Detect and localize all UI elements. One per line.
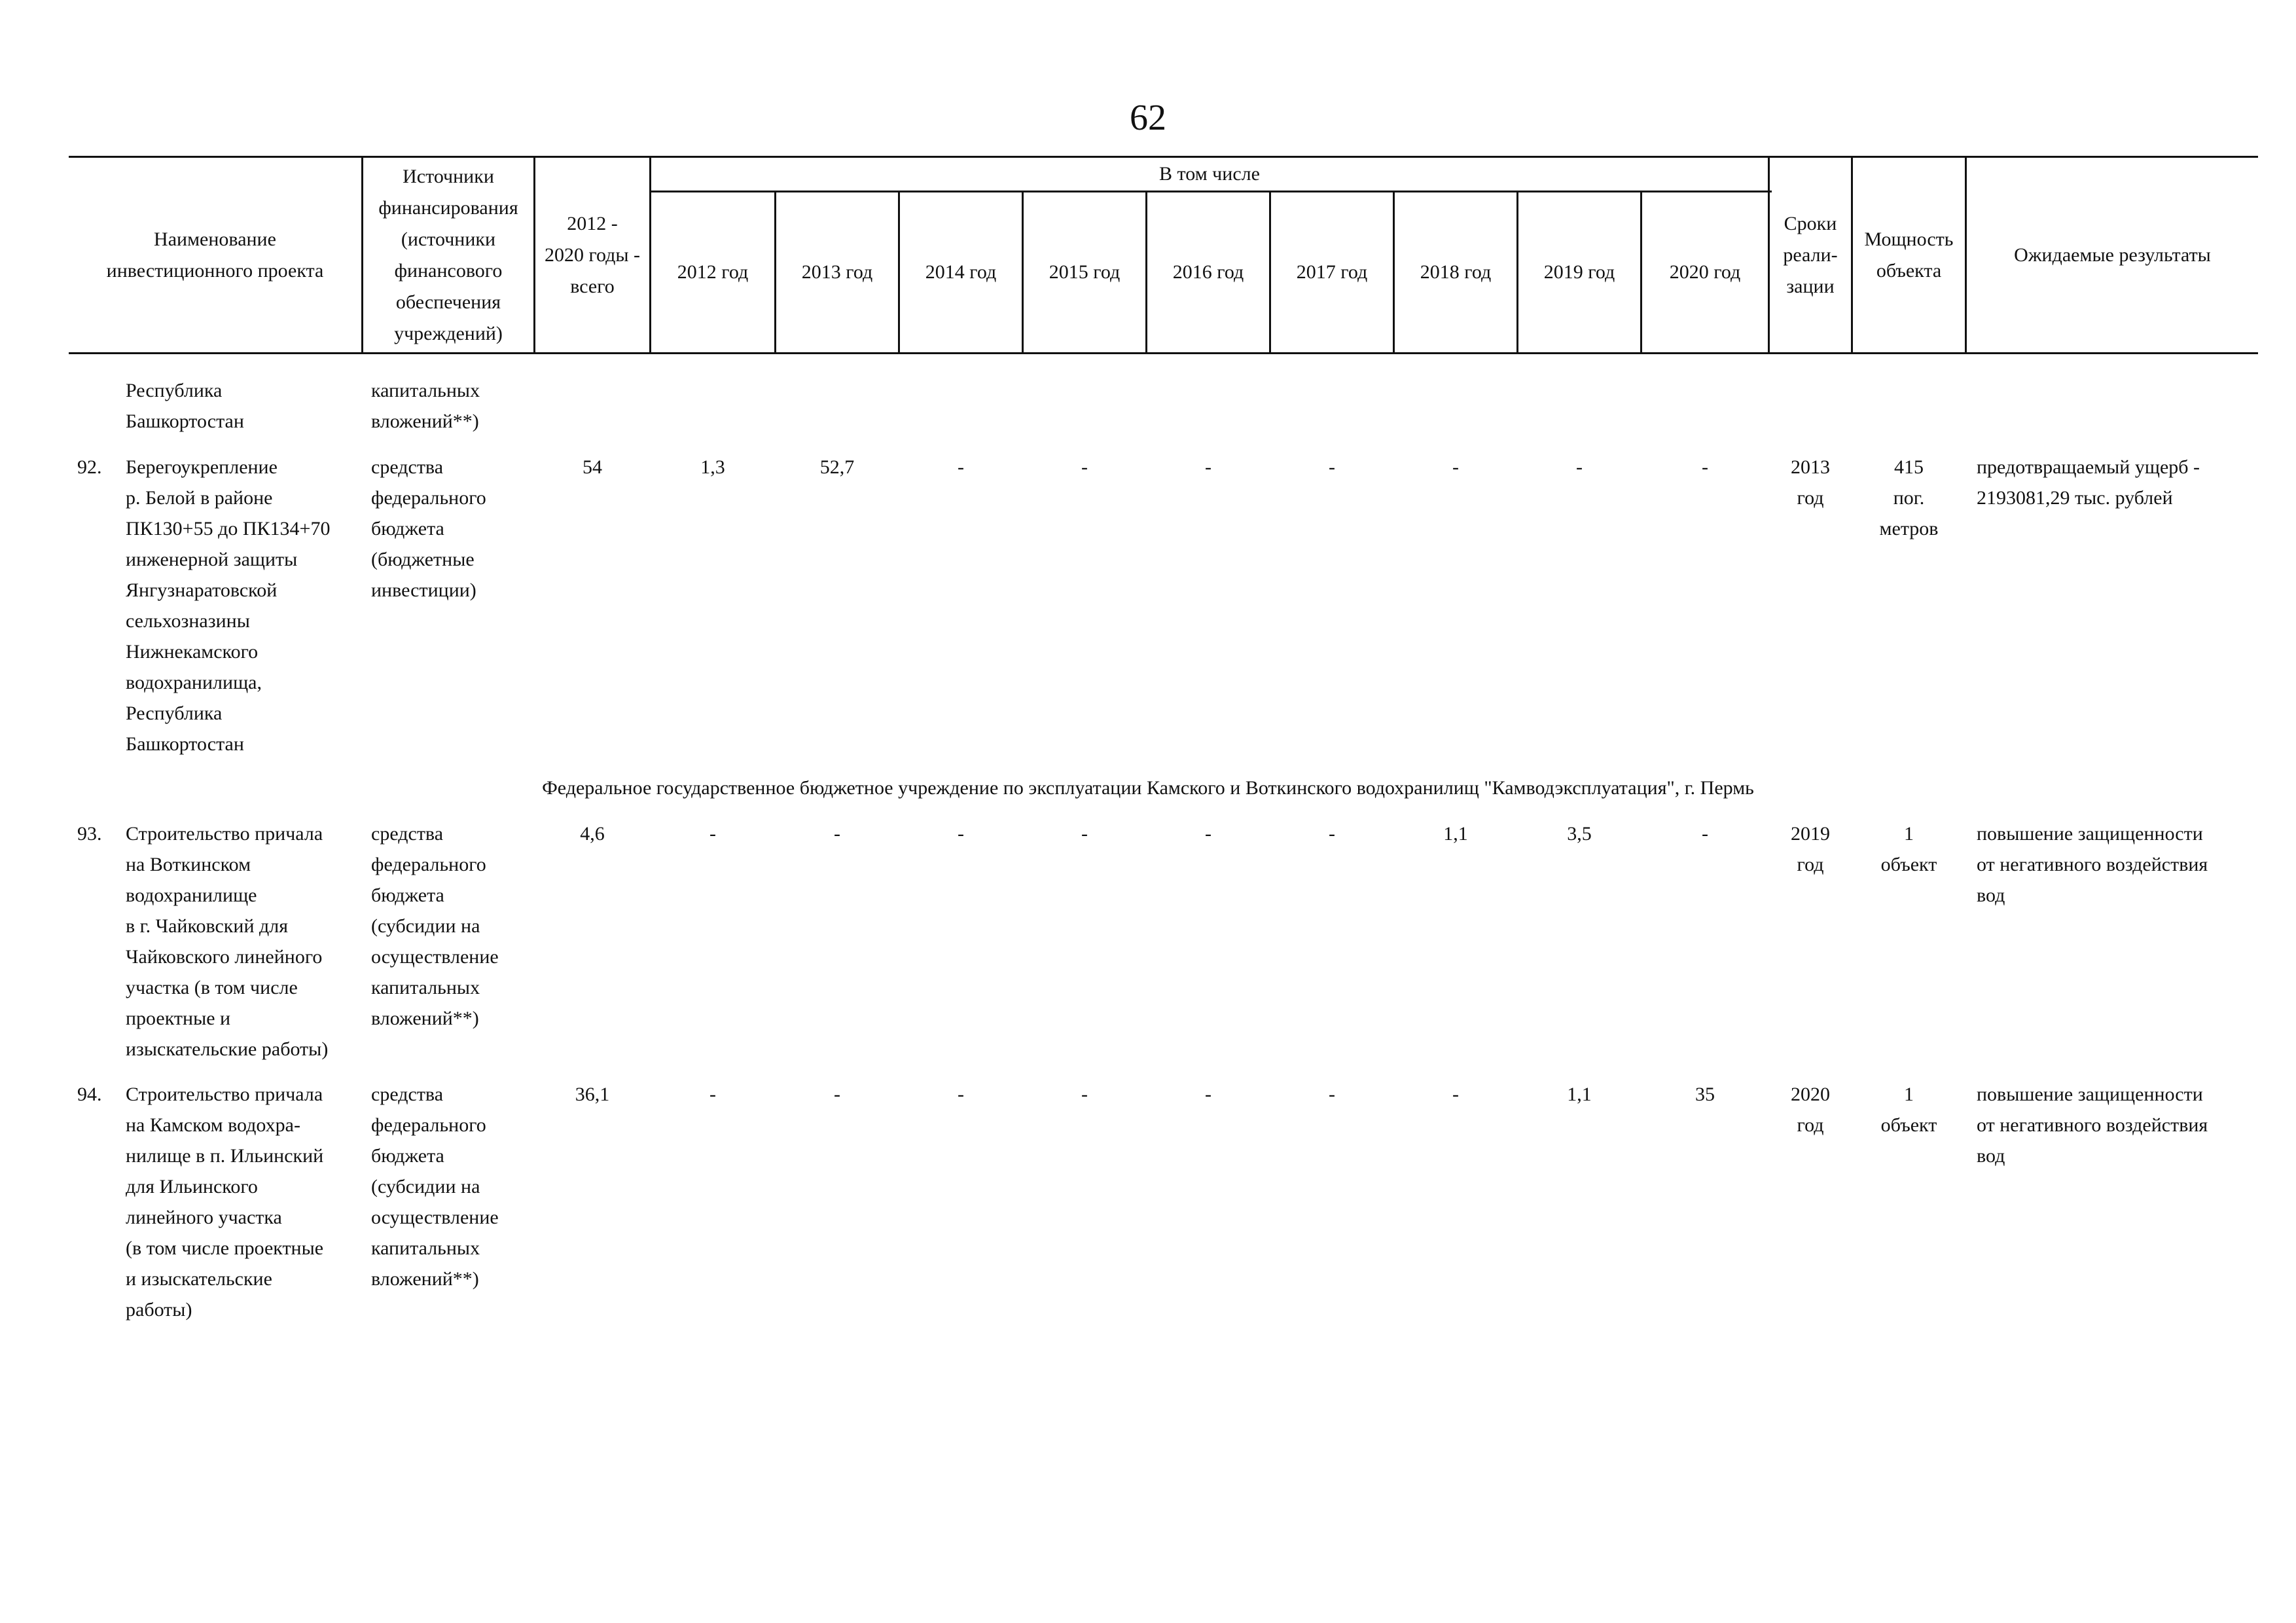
funding-source: средства федерального бюджета (бюджетные инвестиции) bbox=[371, 456, 486, 601]
header-year-2013: 2013 год bbox=[801, 261, 873, 283]
header-year-2012: 2012 год bbox=[677, 261, 749, 283]
funding-source: средства федерального бюджета (субсидии на осуществление капитальных вложений**) bbox=[371, 823, 499, 1029]
year-value: - bbox=[958, 1084, 964, 1105]
object-capacity: 1 объект bbox=[1880, 1084, 1937, 1136]
header-year-2016: 2016 год bbox=[1172, 261, 1244, 283]
table-header-bottom-border bbox=[69, 352, 2258, 354]
year-value: - bbox=[1329, 823, 1335, 845]
year-value: - bbox=[1205, 1084, 1211, 1105]
year-value: - bbox=[1576, 456, 1583, 478]
row-number: 92. bbox=[77, 456, 102, 478]
year-value: 3,5 bbox=[1567, 823, 1592, 845]
header-funding-sources: Источники финансирования (источники финансового обеспечения учреждений) bbox=[378, 166, 518, 344]
year-value: 52,7 bbox=[819, 456, 855, 478]
section-title: Федеральное государственное бюджетное учреждение по эксплуатации Камского и Воткинского водохранилищ "Камводэксплуатация", г. Пермь bbox=[542, 777, 1754, 799]
year-value: - bbox=[709, 823, 716, 845]
year-value: - bbox=[958, 823, 964, 845]
header-including: В том числе bbox=[1159, 163, 1260, 185]
header-year-2020: 2020 год bbox=[1669, 261, 1741, 283]
year-value: 1,1 bbox=[1567, 1084, 1592, 1105]
year-value: - bbox=[1081, 1084, 1088, 1105]
expected-result: повышение защищенности от негативного воздействия вод bbox=[1977, 823, 2208, 906]
object-capacity: 415 пог. метров bbox=[1879, 456, 1939, 539]
project-name: Берегоукрепление р. Белой в районе ПК130+55 до ПК134+70 инженерной защиты Янгузнаратовской сельхозназины Нижнекамского водохранилища, Республика Башкортостан bbox=[126, 456, 331, 755]
implementation-term: 2020 год bbox=[1791, 1084, 1830, 1136]
header-year-2014: 2014 год bbox=[925, 261, 997, 283]
year-value: - bbox=[1081, 823, 1088, 845]
row-number: 94. bbox=[77, 1084, 102, 1105]
year-value: - bbox=[1329, 456, 1335, 478]
year-value: - bbox=[1205, 823, 1211, 845]
expected-result: повышение защищенности от негативного воздействия вод bbox=[1977, 1084, 2208, 1167]
total-value: 54 bbox=[583, 456, 602, 478]
total-value: 36,1 bbox=[575, 1084, 610, 1105]
year-value: - bbox=[1702, 823, 1708, 845]
header-year-2018: 2018 год bbox=[1420, 261, 1492, 283]
header-year-2017: 2017 год bbox=[1296, 261, 1368, 283]
header-year-2015: 2015 год bbox=[1049, 261, 1121, 283]
year-value: - bbox=[1329, 1084, 1335, 1105]
object-capacity: 1 объект bbox=[1880, 823, 1937, 875]
year-value: - bbox=[1452, 456, 1459, 478]
project-name: Строительство причала на Камском водохра- нилище в п. Ильинский для Ильинского линейного участка (в том числе проектные и изыскательские работы) bbox=[126, 1084, 324, 1321]
header-expected-results: Ожидаемые результаты bbox=[2014, 244, 2211, 266]
funding-source: средства федерального бюджета (субсидии на осуществление капитальных вложений**) bbox=[371, 1084, 499, 1290]
project-name: Строительство причала на Воткинском водохранилище в г. Чайковский для Чайковского линейного участка (в том числе проектные и изыскательские работы) bbox=[126, 823, 329, 1060]
header-project-name: Наименование инвестиционного проекта bbox=[106, 228, 324, 282]
year-value: - bbox=[958, 456, 964, 478]
header-year-2019: 2019 год bbox=[1543, 261, 1615, 283]
year-value: 1,3 bbox=[700, 456, 725, 478]
total-value: 4,6 bbox=[580, 823, 605, 845]
header-terms: Сроки реали- зации bbox=[1783, 213, 1838, 297]
year-value: - bbox=[1081, 456, 1088, 478]
row-number: 93. bbox=[77, 823, 102, 845]
year-value: - bbox=[1452, 1084, 1459, 1105]
year-value: - bbox=[1205, 456, 1211, 478]
continuation-project-name: Республика Башкортостан bbox=[126, 380, 244, 432]
year-value: - bbox=[834, 823, 840, 845]
implementation-term: 2013 год bbox=[1791, 456, 1830, 509]
year-value: 1,1 bbox=[1443, 823, 1468, 845]
year-value: - bbox=[834, 1084, 840, 1105]
page-number: 62 bbox=[1130, 98, 1166, 138]
year-value: - bbox=[709, 1084, 716, 1105]
continuation-funding-source: капитальных вложений**) bbox=[371, 380, 480, 432]
header-total: 2012 - 2020 годы - всего bbox=[544, 213, 641, 297]
year-value: 35 bbox=[1695, 1084, 1715, 1105]
implementation-term: 2019 год bbox=[1791, 823, 1830, 875]
expected-result: предотвращаемый ущерб - 2193081,29 тыс. рублей bbox=[1977, 456, 2200, 509]
header-capacity: Мощность объекта bbox=[1864, 228, 1954, 282]
year-value: - bbox=[1702, 456, 1708, 478]
